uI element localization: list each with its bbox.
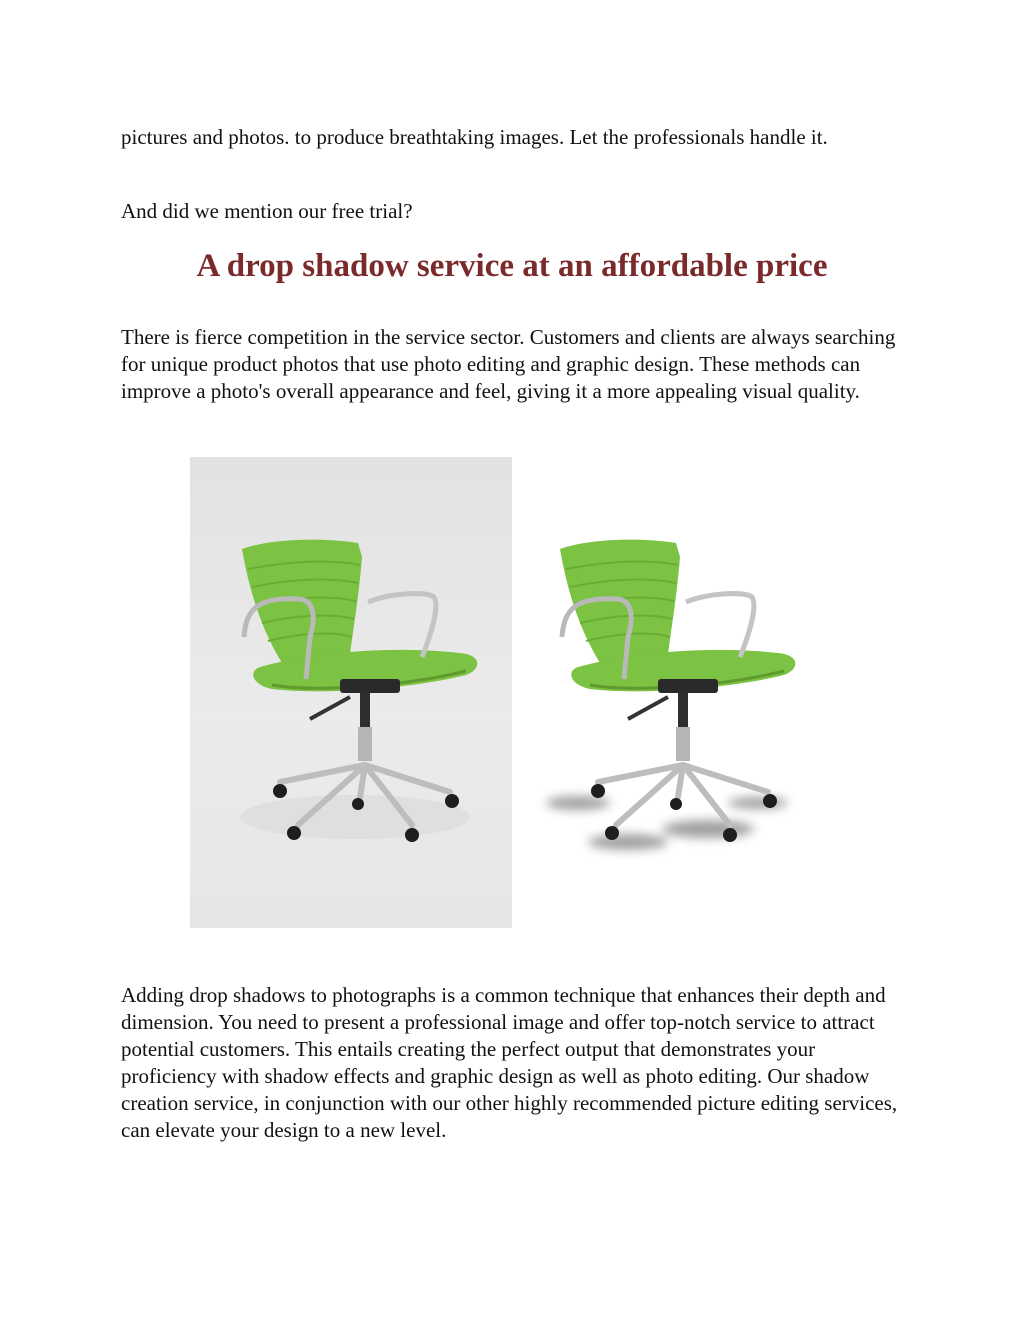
- chair-comparison-figure: [190, 457, 850, 929]
- office-chair-drop-shadow-image: [508, 457, 830, 929]
- competition-paragraph: There is fierce competition in the service sector. Customers and clients are always searching for unique product photos that use photo editing and graphic design. These methods can improve a photo's overall appearance and feel, giving it a more appealing visual quality.: [121, 325, 896, 403]
- free-trial-paragraph: And did we mention our free trial?: [121, 199, 413, 223]
- intro-paragraph: pictures and photos. to produce breathtaking images. Let the professionals handle it.: [121, 125, 828, 149]
- office-chair-original-image: [190, 457, 512, 929]
- drop-shadows-paragraph: Adding drop shadows to photographs is a common technique that enhances their depth and dimension. You need to present a professional image and offer top-notch service to attract potential customers. This entails creating the perfect output that demonstrates your proficiency with shadow effects and graphic design as well as photo editing. Our shadow creation service, in conjunction with our other highly recommended picture editing services, can elevate your design to a new level.: [121, 983, 898, 1142]
- section-heading: A drop shadow service at an affordable price: [196, 248, 828, 284]
